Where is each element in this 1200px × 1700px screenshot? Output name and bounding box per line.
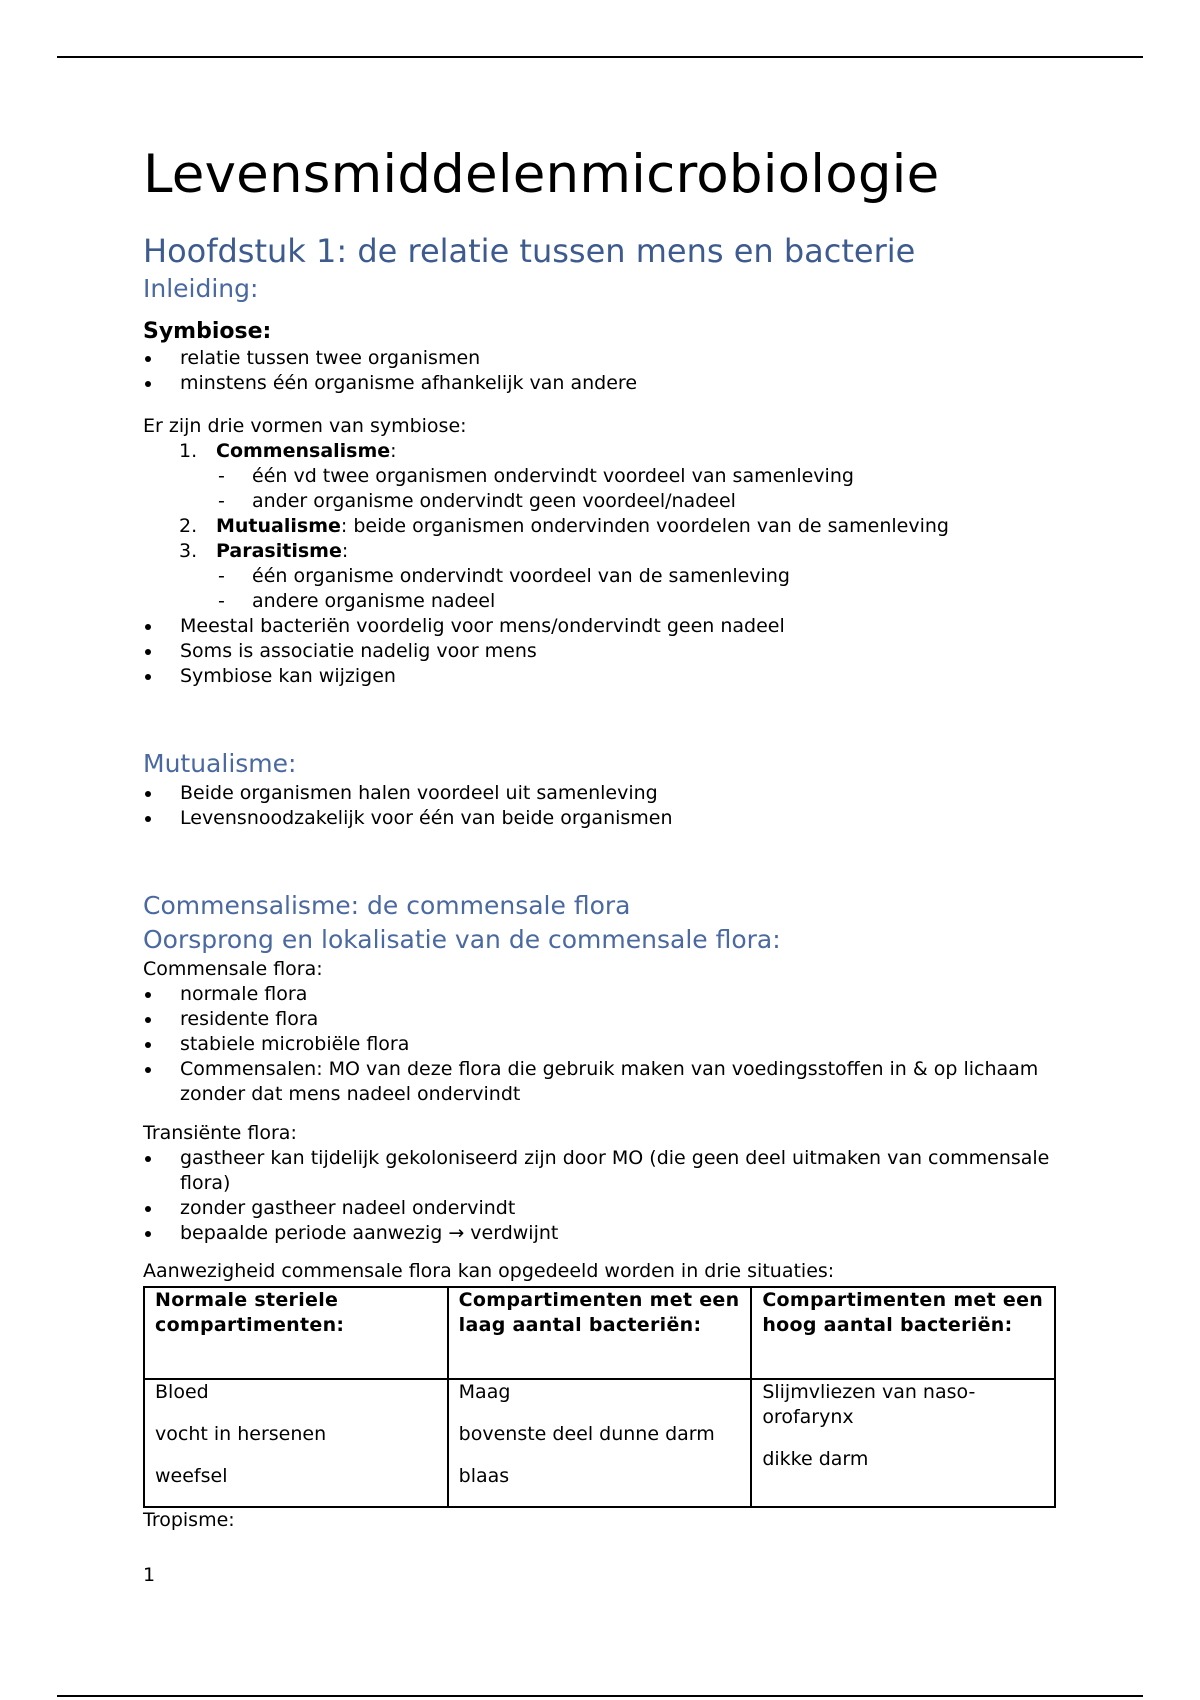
form-description: : xyxy=(390,440,397,462)
table-header-row xyxy=(144,1287,1055,1379)
list-item: Beide organismen halen voordeel uit samenleving xyxy=(143,781,1063,806)
list-item: Meestal bacteriën voordelig voor mens/ondervindt geen nadeel xyxy=(143,614,1063,639)
list-item: minstens één organisme afhankelijk van andere xyxy=(143,371,1063,396)
forms-intro: Er zijn drie vormen van symbiose: xyxy=(143,415,467,437)
cell-item: weefsel xyxy=(155,1465,228,1487)
table-intro: Aanwezigheid commensale flora kan opgedeeld worden in drie situaties: xyxy=(143,1260,835,1282)
intro-heading: Inleiding: xyxy=(143,274,259,303)
transient-list xyxy=(143,1146,1063,1246)
cell-item: dikke darm xyxy=(762,1448,869,1470)
form-description: : beide organismen ondervinden voordelen van de samenleving xyxy=(340,515,949,537)
list-item: gastheer kan tijdelijk gekoloniseerd zijn door MO (die geen deel uitmaken van commensale flora) xyxy=(143,1146,1063,1196)
commensalisme-heading: Commensalisme: de commensale flora xyxy=(143,891,631,920)
form-name: Mutualisme xyxy=(216,515,341,537)
list-item: bepaalde periode aanwezig → verdwijnt xyxy=(143,1221,1063,1246)
transient-label: Transiënte flora: xyxy=(143,1122,297,1144)
form-number: 1. xyxy=(179,440,198,462)
table-cell xyxy=(751,1379,1055,1507)
list-item: - één organisme ondervindt voordeel van de samenleving xyxy=(216,564,1063,589)
list-item: - één vd twee organismen ondervindt voordeel van samenleving xyxy=(216,464,1063,489)
flora-label: Commensale flora: xyxy=(143,958,323,980)
cell-item: bovenste deel dunne darm xyxy=(458,1423,715,1445)
form-sublist xyxy=(216,464,1063,514)
table-row xyxy=(144,1379,1055,1507)
cell-item: Slijmvliezen van naso-orofarynx xyxy=(762,1381,976,1428)
column-header: Normale steriele compartimenten: xyxy=(144,1287,448,1379)
symbiose-notes-list xyxy=(143,614,1063,689)
table-cell xyxy=(144,1379,448,1507)
symbiose-label: Symbiose: xyxy=(143,319,272,344)
form-number: 3. xyxy=(179,540,198,562)
list-item: Levensnoodzakelijk voor één van beide organismen xyxy=(143,806,1063,831)
list-item: normale flora xyxy=(143,982,1063,1007)
form-item-commensalisme xyxy=(143,439,1063,514)
mutualisme-heading: Mutualisme: xyxy=(143,749,297,778)
tropisme-label: Tropisme: xyxy=(143,1509,235,1531)
list-item: Soms is associatie nadelig voor mens xyxy=(143,639,1063,664)
form-sublist xyxy=(216,564,1063,614)
flora-list xyxy=(143,982,1063,1107)
symbiose-list xyxy=(143,346,1063,396)
form-description: : xyxy=(341,540,349,562)
list-item: stabiele microbiële flora xyxy=(143,1032,1063,1057)
origin-subheading: Oorsprong en lokalisatie van de commensale flora: xyxy=(143,925,781,954)
form-item-mutualisme xyxy=(143,514,1063,539)
list-item: zonder gastheer nadeel ondervindt xyxy=(143,1196,1063,1221)
cell-item: Bloed xyxy=(155,1381,209,1403)
form-item-parasitisme xyxy=(143,539,1063,614)
list-item: residente flora xyxy=(143,1007,1063,1032)
situations-table xyxy=(143,1286,1056,1508)
column-header: Compartimenten met een laag aantal bacteriën: xyxy=(448,1287,752,1379)
list-item: relatie tussen twee organismen xyxy=(143,346,1063,371)
cell-item: Maag xyxy=(458,1381,511,1403)
form-name: Parasitisme xyxy=(216,540,342,562)
cell-item: vocht in hersenen xyxy=(155,1423,327,1445)
table-cell xyxy=(448,1379,752,1507)
mutualisme-list xyxy=(143,781,1063,831)
document-body xyxy=(143,140,1063,1588)
list-item: - andere organisme nadeel xyxy=(216,589,1063,614)
column-header: Compartimenten met een hoog aantal bacteriën: xyxy=(751,1287,1055,1379)
form-name: Commensalisme xyxy=(216,440,391,462)
chapter-heading: Hoofdstuk 1: de relatie tussen mens en bacterie xyxy=(143,232,916,270)
cell-item: blaas xyxy=(458,1465,510,1487)
list-item: Symbiose kan wijzigen xyxy=(143,664,1063,689)
list-item: Commensalen: MO van deze flora die gebruik maken van voedingsstoffen in & op lichaam zonder dat mens nadeel ondervindt xyxy=(143,1057,1063,1107)
header-rule xyxy=(57,56,1143,58)
document-title: Levensmiddelenmicrobiologie xyxy=(143,144,940,205)
list-item: - ander organisme ondervindt geen voordeel/nadeel xyxy=(216,489,1063,514)
symbiose-forms-list xyxy=(143,439,1063,614)
page-number: 1 xyxy=(143,1564,156,1586)
footer-rule xyxy=(57,1695,1143,1697)
form-number: 2. xyxy=(179,515,198,537)
